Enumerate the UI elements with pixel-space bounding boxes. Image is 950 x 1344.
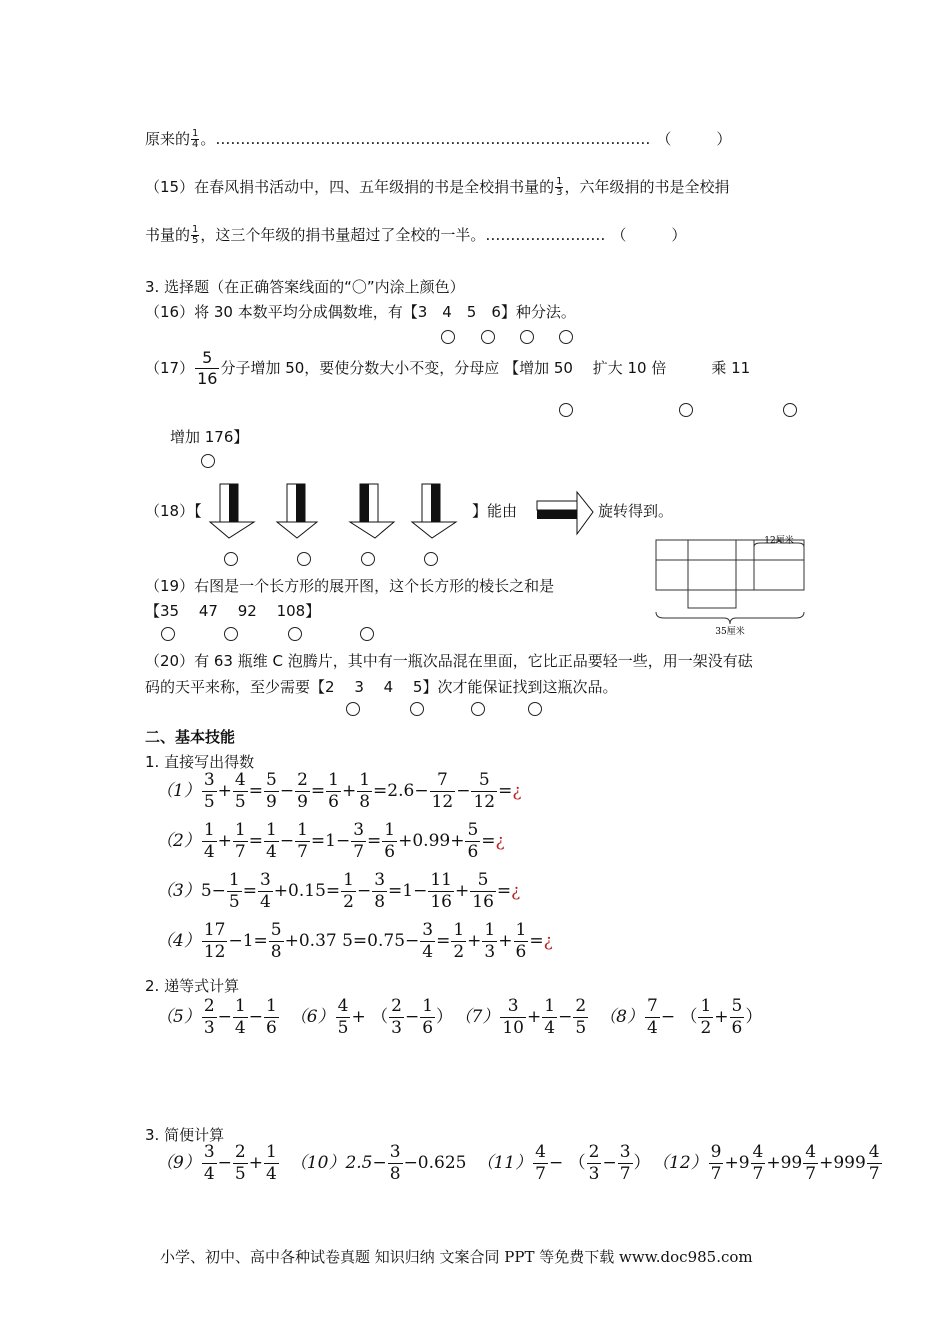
fraction: $\frac{5}{16}$ [472,870,494,912]
fraction: $\frac{1}{6}$ [384,820,396,862]
fraction: $\frac{1}{7}$ [297,820,308,862]
item-label: （4） [156,931,201,951]
q16-option-circle[interactable] [520,330,534,344]
fraction: $\frac{1}{6}$ [265,996,277,1038]
expr-text: + [248,1153,263,1173]
expr-text: − [602,1153,617,1173]
q19-line1: （19）右图是一个长方形的展开图，这个长方形的棱长之和是 [145,577,555,595]
expr-text: = [481,831,496,851]
q16-option-circle[interactable] [559,330,573,344]
item-label: （11） [476,1153,533,1173]
fraction: $\frac{11}{16}$ [430,870,452,912]
expr-text: + [467,931,482,951]
fraction: $\frac{4}{7}$ [868,1142,880,1184]
expr-text: + [217,781,232,801]
expr-text: = [529,931,544,951]
q17-option-circle[interactable] [201,454,215,468]
calc-row-2 [156,822,505,861]
q18-option-circle[interactable] [297,552,311,566]
q19-option-circle[interactable] [224,627,238,641]
expr-text: = [498,781,513,801]
fraction: $\frac{3}{10}$ [502,996,524,1038]
expr-text: −0.625 [403,1153,467,1173]
q19-option-circle[interactable] [360,627,374,641]
fraction: $\frac{3}{4}$ [259,870,271,912]
item-label: （3） [156,881,201,901]
expr-text: =1− [388,881,428,901]
q16: （16）将 30 本数平均分成偶数堆，有【3 4 5 6】种分法。 [145,303,576,321]
q17: （17） $\frac{5}{16}$ 分子增加 50，要使分数大小不变，分母应 【增加 50 扩大 10 倍 乘 11 [145,348,751,388]
calc-row-4 [156,922,553,961]
expr-text: +999 [819,1153,866,1173]
calc-row-9-12 [156,1144,883,1183]
answer-mark: ¿ [543,931,553,951]
expr-text: − [217,1153,232,1173]
fraction: $\frac{3}{4}$ [203,1142,215,1184]
expr-text: − [404,1007,420,1027]
cuboid-net-figure [650,534,810,638]
expr-text: + [527,1007,542,1027]
section3-title: 3. 选择题（在正确答案线面的“〇”内涂上颜色） [145,278,465,296]
fraction: $\frac{17}{12}$ [203,920,226,962]
figure-top-label: 12厘米 [764,536,794,546]
q18-reference-shape [535,490,597,536]
fraction: $\frac{5}{12}$ [473,770,496,812]
expr-text: =2.6− [373,781,429,801]
q20-option-circle[interactable] [346,702,360,716]
item-label: （6） [289,1007,335,1027]
expr-text: +0.37 5=0.75− [284,931,420,951]
fraction: $\frac{3}{7}$ [619,1142,631,1184]
q17-option-circle[interactable] [783,403,797,417]
fraction: $\frac{4}{7}$ [805,1142,817,1184]
fraction: $\frac{1}{4}$ [265,1142,277,1184]
answer-mark: ¿ [495,831,505,851]
q20-option-circle[interactable] [410,702,424,716]
q18-end: 旋转得到。 [598,502,674,520]
fraction: $\frac{3}{7}$ [353,820,365,862]
q15-line1: （15）在春风捐书活动中，四、五年级捐的书是全校捐书量的 $\frac{1}{3}$ ，六年级捐的书是全校捐 [145,176,730,198]
fraction: $\frac{1}{4}$ [234,996,246,1038]
expr-text: − [248,1007,263,1027]
expr-text: − [279,831,295,851]
fraction: $\frac{5}{9}$ [265,770,277,812]
fraction: $\frac{3}{8}$ [374,870,386,912]
expr-text: − [456,781,471,801]
calc-row-1 [156,772,521,811]
expr-text: = [367,831,382,851]
calc-row-5-8 [156,998,762,1037]
fraction: $\frac{3}{8}$ [389,1142,401,1184]
q20-line2: 码的天平来称，至少需要【2 3 4 5】次才能保证找到这瓶次品。 [145,678,618,696]
q18-mid: 】能由 [472,502,518,520]
fraction: $\frac{7}{12}$ [431,770,454,812]
expr-text: − [558,1007,573,1027]
q18-label: （18）【 [145,502,202,520]
arrow-shape-b [277,484,317,538]
answer-mark: ¿ [512,781,522,801]
expr-text: = [496,881,512,901]
q20-line1: （20）有 63 瓶维 C 泡腾片，其中有一瓶次品混在里面，它比正品要轻一些，用一架没有砝 [145,652,753,670]
expr-text: = [436,931,451,951]
q20-option-circle[interactable] [471,702,485,716]
answer-mark: ¿ [511,881,521,901]
item-label: （7） [463,1007,500,1027]
q17-option-circle[interactable] [559,403,573,417]
fraction: $\frac{1}{2}$ [700,996,712,1038]
expr-text: +0.99+ [398,831,465,851]
part2-title: 二、基本技能 [145,728,236,746]
expr-text: ） [436,1007,454,1027]
expr-text: +0.15= [273,881,341,901]
fraction: $\frac{1}{2}$ [453,920,465,962]
fraction: $\frac{9}{7}$ [710,1142,722,1184]
fraction: $\frac{5}{6}$ [731,996,743,1038]
expr-text: + [498,931,513,951]
fraction: $\frac{5}{6}$ [467,820,479,862]
fraction: $\frac{1}{2}$ [343,870,354,912]
fraction: $\frac{4}{5}$ [234,770,246,812]
q15-line2: 书量的 $\frac{1}{5}$ ，这三个年级的捐书量超过了全校的一半。…………………… （ ） [145,224,687,246]
fraction: $\frac{2}{5}$ [234,1142,246,1184]
item-label: （10）2.5− [289,1153,387,1173]
fraction: $\frac{1}{6}$ [422,996,434,1038]
fraction: $\frac{3}{5}$ [203,770,215,812]
q16-option-circle[interactable] [481,330,495,344]
fraction: $\frac{4}{5}$ [337,996,349,1038]
expr-text: = [242,881,257,901]
fraction: $\frac{2}{9}$ [297,770,308,812]
fraction: $\frac{1}{3}$ [484,920,496,962]
arrow-shape-a [210,484,254,538]
q14-tail: 原来的 $\frac{1}{4}$ 。…………………………………………………………………………… （ ） [145,128,732,150]
q18-option-shapes [200,482,470,540]
fraction: $\frac{2}{3}$ [203,996,215,1038]
expr-text: − [279,781,295,801]
expr-text: +99 [766,1153,803,1173]
fraction: $\frac{1}{7}$ [234,820,246,862]
item-label: （9） [156,1153,201,1173]
fraction: $\frac{1}{4}$ [544,996,556,1038]
expr-text: + （ [351,1007,389,1027]
q18-option-circle[interactable] [224,552,238,566]
expr-text: +9 [724,1153,750,1173]
fraction: $\frac{1}{4}$ [265,820,277,862]
expr-text: 5− [200,881,226,901]
fraction: $\frac{1}{6}$ [328,770,339,812]
q19-option-circle[interactable] [288,627,302,641]
fraction: $\frac{3}{4}$ [422,920,434,962]
item-label: （12） [660,1153,708,1173]
expr-text: + [714,1007,729,1027]
expr-text: − [356,881,372,901]
expr-text: ） [633,1153,651,1173]
fraction: $\frac{2}{5}$ [575,996,587,1038]
q18-option-circle[interactable] [361,552,375,566]
expr-text: + [455,881,470,901]
fraction: $\frac{2}{3}$ [588,1142,600,1184]
item-label: （2） [156,831,201,851]
fraction: $\frac{2}{3}$ [391,996,402,1038]
arrow-shape-c [350,484,394,538]
footer: 小学、初中、高中各种试卷真题 知识归纳 文案合同 PPT 等免费下载 www.doc985.com [160,1248,753,1266]
expr-text: =1− [310,831,351,851]
expr-text: − （ [548,1153,586,1173]
fraction: $\frac{1}{6}$ [515,920,527,962]
arrow-shape-d [412,484,456,538]
item-label: （5） [156,1007,201,1027]
item-label: （1） [156,781,201,801]
expr-text: − [217,1007,232,1027]
expr-text: = [248,781,263,801]
figure-bottom-label: 35厘米 [715,627,745,637]
q17-option-circle[interactable] [679,403,693,417]
fraction: $\frac{1}{4}$ [203,820,215,862]
q16-option-circle[interactable] [441,330,455,344]
expr-text: + [341,781,357,801]
sub2-title: 2. 递等式计算 [145,977,240,995]
q17-line2: 增加 176】 [170,428,249,446]
fraction: $\frac{1}{5}$ [228,870,240,912]
fraction: $\frac{5}{8}$ [270,920,282,962]
fraction: $\frac{4}{7}$ [535,1142,546,1184]
q18-option-circle[interactable] [424,552,438,566]
q19-line2: 【35 47 92 108】 [145,602,321,620]
fraction: $\frac{1}{8}$ [359,770,371,812]
q19-option-circle[interactable] [161,627,175,641]
expr-text: ） [745,1007,763,1027]
sub3-title: 3. 简便计算 [145,1126,225,1144]
expr-text: −1= [228,931,268,951]
calc-row-3 [156,872,520,911]
fraction: $\frac{7}{4}$ [646,996,658,1038]
expr-text: − （ [660,1007,698,1027]
sub1-title: 1. 直接写出得数 [145,753,255,771]
q20-option-circle[interactable] [528,702,542,716]
expr-text: = [248,831,263,851]
item-label: （8） [599,1007,644,1027]
fraction: $\frac{4}{7}$ [752,1142,764,1184]
expr-text: + [217,831,232,851]
expr-text: = [310,781,326,801]
